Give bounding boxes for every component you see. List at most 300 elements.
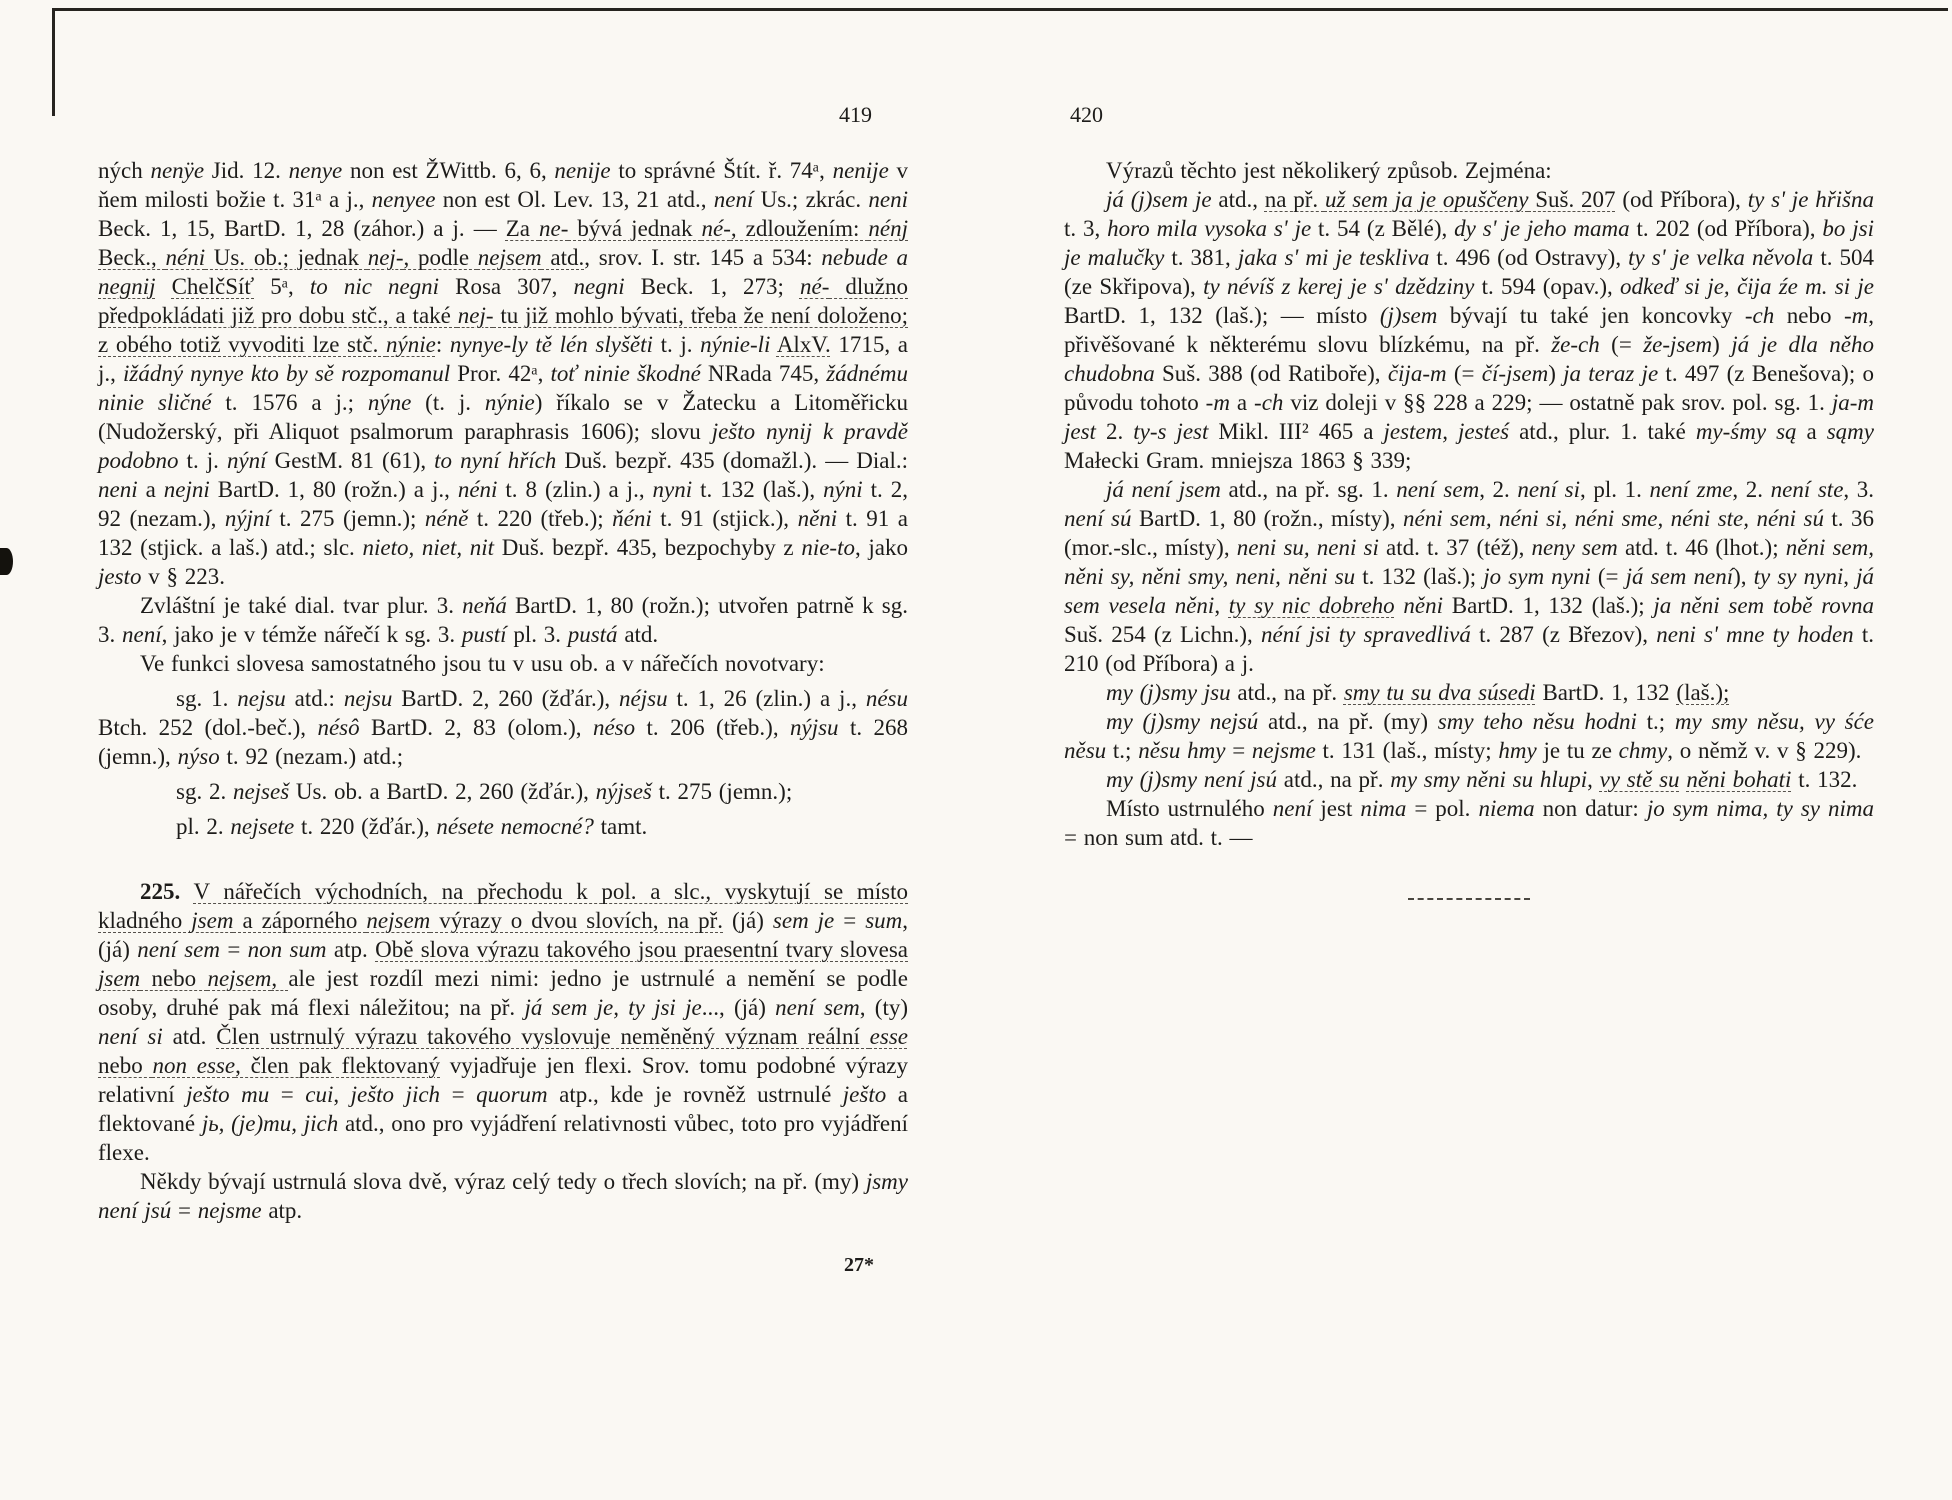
text-segment: t. 1, 26 (zlin.) a j., [667, 686, 866, 711]
text-segment: ..., (já) [701, 995, 776, 1020]
text-segment: (j)sem [1379, 303, 1438, 328]
text-segment: ješto nynij k pravdě podobno [98, 419, 908, 473]
text-segment: 2. [1095, 419, 1134, 444]
text-segment: atd. t. 46 (lhot.); [1617, 535, 1786, 560]
text-segment: = [440, 1082, 477, 1107]
text-segment: sg. 2. [176, 779, 233, 804]
text-segment: quorum [476, 1082, 548, 1107]
text-segment: sem je [772, 908, 835, 933]
text-segment: pl. 3. [506, 622, 568, 647]
text-segment: čija-m [1387, 361, 1447, 386]
text-segment: sąmy [1826, 419, 1875, 444]
text-segment: , srov. I. str. 145 a 534: [584, 245, 822, 270]
text-segment: něsu hmy [1138, 738, 1226, 763]
text-segment: atd.: [285, 686, 344, 711]
text-segment: non est ŽWittb. 6, 6, [342, 158, 555, 183]
text-segment: atd., na př. [1230, 680, 1344, 705]
text-segment: ale jest rozdíl mezi nimi: jedno je ustrnulé a nemění se podle osoby, druhé pak má flexi náležitou; na př. [98, 966, 908, 1020]
text-segment: Btch. 252 (dol.-beč.), [98, 715, 318, 740]
text-segment: já je dla něho chudobna [1064, 332, 1874, 386]
text-segment: (od Příbora), [1615, 187, 1748, 212]
text-segment: Člen ustrnulý výrazu takového vyslovuje neměněný význam reální [216, 1024, 870, 1049]
text-segment: , podle [403, 245, 478, 270]
text-segment: atd. [162, 1024, 217, 1049]
text-segment: (já) [723, 908, 773, 933]
text-segment: Beck., [98, 245, 166, 270]
text-segment: cui [305, 1082, 334, 1107]
text-segment: t.; [1636, 709, 1675, 734]
text-segment: neni [868, 187, 908, 212]
text-segment: nýnie [484, 390, 535, 415]
text-segment: dy s' je jeho mama [1454, 216, 1630, 241]
text-segment: nejsu [343, 686, 393, 711]
text-segment: my (j)smy nejsú [1106, 709, 1259, 734]
text-segment: , o němž v. v § 229). [1667, 738, 1862, 763]
text-segment: nénj [868, 216, 908, 241]
text-segment: , 2. [1732, 477, 1771, 502]
text-segment: t. 381, [1164, 245, 1238, 270]
text-segment: = [171, 1198, 198, 1223]
text-segment: žádnému ninie sličné [98, 361, 908, 415]
text-segment: hmy [1498, 738, 1537, 763]
text-segment: t. 268 (jemn.), [98, 715, 908, 769]
text-segment: tu již mohlo bývati, třeba že není doloženo; z obého totiž vyvoditi lze stč. [98, 303, 909, 357]
text-segment: (= [1590, 564, 1626, 589]
text-segment: neni [98, 477, 138, 502]
text-segment: GestM. 81 (61), [266, 448, 435, 473]
paragraph [98, 877, 908, 1167]
text-segment: něni [797, 506, 838, 531]
text-segment: neny sem [1531, 535, 1618, 560]
text-segment: nie-to [801, 535, 855, 560]
page-right-text [1064, 156, 1874, 852]
paragraph [1064, 765, 1874, 794]
text-segment: atd. [617, 622, 659, 647]
text-segment: to nyní hřích [434, 448, 557, 473]
text-segment: (= [1599, 332, 1644, 357]
text-segment: sum [865, 908, 903, 933]
text-segment: , (já) [98, 908, 909, 962]
text-segment: t. 275 (jemn.); [651, 779, 793, 804]
paragraph [98, 591, 908, 649]
text-segment: jesto [98, 564, 142, 589]
text-segment: , [333, 1082, 351, 1107]
text-segment: , 3. [1843, 477, 1875, 502]
text-segment: že-ch [1551, 332, 1600, 357]
text-segment: ješto jich [350, 1082, 441, 1107]
text-segment: pl. 2. [176, 814, 231, 839]
text-segment: t. 275 (jemn.); [270, 506, 425, 531]
text-segment: BartD. 1, 80 (rožn.); utvořen patrně k sg. 3. [98, 593, 909, 647]
text-segment: t.; [1106, 738, 1139, 763]
text-segment: není sem [775, 995, 860, 1020]
section-end-rule [1408, 898, 1530, 900]
text-segment: nenyee [371, 187, 436, 212]
text-segment: né- [701, 216, 731, 241]
text-segment: Us. ob.; jednak [205, 245, 368, 270]
text-segment: BartD. 1, 132 (laš.); — místo [1064, 303, 1380, 328]
text-segment: ižádný nynye kto by sě rozpomanul [122, 361, 451, 386]
text-segment: nenije [554, 158, 611, 183]
text-segment: já sem je, ty jsi je [524, 995, 702, 1020]
text-segment: není [1272, 796, 1313, 821]
text-segment: non est Ol. Lev. 13, 21 atd., [435, 187, 714, 212]
text-segment: vyjadřuje jen flexi. Srov. tomu podobné výrazy relativní [98, 1053, 909, 1107]
text-segment: Výrazů těchto jest několikerý způsob. Zejména: [1106, 158, 1552, 183]
text-segment: t. 206 (třeb.), [635, 715, 790, 740]
text-segment: vy stě su [1599, 767, 1680, 792]
text-segment: t. 2, 92 (nezam.), [98, 477, 909, 531]
text-segment: něni [1394, 593, 1444, 618]
text-segment: nenÿe [150, 158, 205, 183]
text-segment: smy tu su dva súsedi [1343, 680, 1536, 705]
text-segment: AlxV. [776, 332, 831, 357]
text-segment: , 2. [1479, 477, 1518, 502]
text-segment: t. 8 (zlin.) a j., [497, 477, 653, 502]
text-segment: nebude a [821, 245, 908, 270]
text-segment: , [271, 966, 289, 991]
text-segment: neňá [462, 593, 507, 618]
text-segment: BartD. 2, 260 (žďár.), [392, 686, 620, 711]
text-segment: = [219, 937, 248, 962]
text-segment: nýni [823, 477, 863, 502]
paragraph [1064, 794, 1874, 852]
text-segment: néso [592, 715, 636, 740]
text-segment: atd., na př. (my) [1258, 709, 1438, 734]
text-segment: atd. t. 37 (též), [1378, 535, 1532, 560]
text-segment: Někdy bývají ustrnulá slova dvě, výraz celý tedy o třech slovích; na př. (my) [140, 1169, 866, 1194]
text-segment: , [1843, 564, 1857, 589]
text-segment: negni [573, 274, 625, 299]
text-segment: t. 91 a 132 (stjick. a laš.) atd.; slc. [98, 506, 909, 560]
text-segment: BartD. 1, 132 [1535, 680, 1677, 705]
text-segment: 5ᵃ, [254, 274, 310, 299]
text-segment: jo sym nima, ty sy nima [1646, 796, 1874, 821]
text-segment: (= [1446, 361, 1482, 386]
paragraph [98, 1167, 908, 1225]
text-segment: t. 92 (nezam.) atd.; [219, 744, 404, 769]
text-segment: není si [1517, 477, 1580, 502]
text-segment: nýjsu [789, 715, 839, 740]
paragraph [98, 684, 908, 771]
text-segment: není [713, 187, 754, 212]
text-segment: ty sy nyni [1753, 564, 1844, 589]
text-segment: nebo [98, 1053, 153, 1078]
text-segment: atd., na př. [1277, 767, 1391, 792]
text-segment: BartD. 2, 83 (olom.), [359, 715, 593, 740]
text-segment: nej- [457, 303, 494, 328]
text-segment: néni sem, néni si, néni sme, néni ste, néni sú [1403, 506, 1824, 531]
text-segment: nésu [865, 686, 909, 711]
text-segment: dlužno předpokládati již pro dobu stč., a také [98, 274, 909, 328]
text-segment: atp. [326, 937, 376, 962]
text-segment: výrazy o dvou slovích, na př. [430, 908, 724, 933]
text-segment: -m [1843, 303, 1869, 328]
page-number-left: 419 [839, 102, 872, 127]
text-segment: BartD. 1, 80 (rožn.) a j., [209, 477, 458, 502]
page-left-text [98, 156, 908, 1225]
text-segment: 225. [140, 879, 181, 904]
text-segment: Beck. 1, 15, BartD. 1, 28 (záhor.) a j. — [98, 216, 506, 241]
text-segment: t. j. [652, 332, 701, 357]
text-segment: nýnie [386, 332, 436, 357]
text-segment: Ve funkci slovesa samostatného jsou tu v usu ob. a v nářečích novotvary: [140, 651, 825, 676]
text-segment: a [1229, 390, 1255, 415]
text-segment: nima [1360, 796, 1407, 821]
text-segment: v § 223. [141, 564, 225, 589]
text-segment: my (j)smy není jsú [1106, 767, 1277, 792]
text-segment: Beck. 1, 273; [624, 274, 800, 299]
text-segment: jestem, jesteś [1383, 419, 1510, 444]
text-segment: viz doleji v §§ 228 a 229; — ostatně pak srov. pol. sg. 1. [1283, 390, 1832, 415]
text-segment: Pror. 42ᵃ, [450, 361, 551, 386]
text-segment: t. 131 (laš., místy; [1315, 738, 1499, 763]
text-segment: něni bohati [1686, 767, 1792, 792]
text-segment: Suš. 388 (od Ratiboře), [1154, 361, 1388, 386]
text-segment: ) říkalo se v Žatecku a Litoměřicku (Nudožerský, při Aliquot psalmorum paraphrasis 1606); slovu [98, 390, 908, 444]
text-segment: Obě slova výrazu takového jsou praesentní tvary slovesa [375, 937, 909, 962]
text-segment: nebo [140, 966, 208, 991]
text-segment: není si [98, 1024, 163, 1049]
text-segment: nésete nemocné? [436, 814, 594, 839]
text-segment: bývají tu také jen koncovky [1437, 303, 1745, 328]
text-segment: , jako [854, 535, 908, 560]
text-segment: ja něni sem tobě rovna [1653, 593, 1875, 618]
text-segment: Místo ustrnulého [1106, 796, 1273, 821]
text-segment: -m [1205, 390, 1230, 415]
text-segment: odkeď si je, čija źe m. si je [1620, 274, 1874, 299]
text-segment: něni sem, něni sy, něni smy, neni, něni su [1064, 535, 1874, 589]
text-segment: nieto, niet, nit [362, 535, 495, 560]
text-segment: non datur: [1534, 796, 1647, 821]
text-segment: Suš. 207 [1528, 187, 1616, 212]
text-segment: BartD. 1, 132 (laš.); [1443, 593, 1654, 618]
text-segment: , (ty) [859, 995, 909, 1020]
page-right [1064, 0, 1874, 900]
text-segment: a [1796, 419, 1827, 444]
text-segment: pustá [567, 622, 618, 647]
text-segment: nejni [163, 477, 210, 502]
text-segment: , [1214, 593, 1229, 618]
text-segment: nésô [317, 715, 360, 740]
text-segment: a záporného [233, 908, 367, 933]
text-segment: to nic negni [309, 274, 440, 299]
text-segment: t. j. [178, 448, 227, 473]
text-segment: Jid. 12. [204, 158, 289, 183]
text-segment: ty-s jest [1133, 419, 1209, 444]
text-segment: t. 132 (laš.), [692, 477, 824, 502]
text-segment: pustí [461, 622, 507, 647]
text-segment: néně [424, 506, 469, 531]
text-segment: nýne [367, 390, 412, 415]
text-segment: nejsme [197, 1198, 262, 1223]
text-segment: toť ninie škodné [550, 361, 701, 386]
text-segment: nejsem [207, 966, 272, 991]
text-segment: ňéni [612, 506, 652, 531]
text-segment: na př. [1264, 187, 1325, 212]
text-segment: tamt. [593, 814, 648, 839]
text-segment: , člen pak flektovaný [235, 1053, 441, 1078]
text-segment: ješto mu [186, 1082, 270, 1107]
text-segment: t. 210 (od Příbora) a j. [1064, 622, 1875, 676]
paragraph [1064, 156, 1874, 185]
text-segment: 1715, a j., [98, 332, 908, 386]
text-segment: NRada 745, [700, 361, 827, 386]
text-segment: jest [1312, 796, 1361, 821]
text-segment: není [122, 622, 162, 647]
text-segment: jo sym nyni [1483, 564, 1591, 589]
text-segment: nyni [652, 477, 693, 502]
text-segment: t. 497 (z Benešova); o původu tohoto [1064, 361, 1874, 415]
text-segment: non sum [247, 937, 327, 962]
text-segment: ty s' je velka něvola [1628, 245, 1814, 270]
text-segment: jsem [191, 908, 234, 933]
text-segment: nebo [1774, 303, 1844, 328]
text-segment: ) [1548, 361, 1564, 386]
text-segment: ja teraz je [1563, 361, 1659, 386]
text-segment: chmy [1618, 738, 1668, 763]
text-segment: neni s' mne ty hoden [1656, 622, 1854, 647]
text-segment: není sú [1064, 506, 1132, 531]
text-segment: -ch [1254, 390, 1284, 415]
text-segment: není zme [1649, 477, 1733, 502]
text-segment: néni [165, 245, 206, 270]
text-segment: = [834, 908, 866, 933]
text-segment: né- [799, 274, 830, 299]
text-segment: Us.; zkrác. [753, 187, 869, 212]
text-segment: nenije [832, 158, 889, 183]
text-segment: bývá jednak [568, 216, 702, 241]
text-segment: ChelčSíť [171, 274, 255, 299]
text-segment: : [435, 332, 450, 357]
paragraph [98, 649, 908, 678]
text-segment: niema [1478, 796, 1535, 821]
text-segment: t. 202 (od Příbora), [1629, 216, 1823, 241]
text-segment: atd., plur. 1. také [1509, 419, 1696, 444]
text-segment: Rosa 307, [439, 274, 574, 299]
text-segment: t. 36 (mor.-slc., místy), [1064, 506, 1874, 560]
text-segment: t. 496 (od Ostravy), [1429, 245, 1629, 270]
text-segment: t. 220 (třeb.); [468, 506, 613, 531]
text-segment: Duš. bezpř. 435, bezpochyby z [494, 535, 802, 560]
text-segment: a flektované [98, 1082, 908, 1136]
text-segment: je tu ze [1536, 738, 1619, 763]
text-segment: ty sy nic dobreho [1228, 593, 1395, 618]
text-segment: , jako je v témže nářečí k sg. 3. [161, 622, 462, 647]
text-segment: nejsme [1251, 738, 1316, 763]
text-segment: já sem není [1625, 564, 1734, 589]
text-segment: atd. [541, 245, 585, 270]
text-segment: jsem [98, 966, 141, 991]
text-segment: v ňem milosti božie t. 31ᵃ a j., [98, 158, 909, 212]
text-segment: ty s' je hřišna [1747, 187, 1874, 212]
text-segment: t. 132 (laš.); [1355, 564, 1484, 589]
text-segment: ješto [842, 1082, 887, 1107]
text-segment: = non sum atd. t. — [1064, 825, 1253, 850]
text-segment: t. 91 (stjick.), [651, 506, 798, 531]
text-segment: t. 594 (opav.), [1474, 274, 1621, 299]
text-segment: neni su, neni si [1236, 535, 1379, 560]
text-segment: není sem [137, 937, 220, 962]
page-number-right: 420 [1070, 102, 1103, 127]
text-segment: = [1225, 738, 1252, 763]
text-segment: ty névíš z kerej je s' dzědziny [1203, 274, 1475, 299]
text-segment: atd., ono pro vyjádření relativnosti vůbec, toto pro vyjádření flexe. [98, 1111, 909, 1165]
text-segment: já sem vesela něni [1064, 564, 1874, 618]
text-segment: ) [1712, 332, 1732, 357]
text-segment: my-śmy są [1695, 419, 1797, 444]
text-segment: t. 287 (z Březov), [1470, 622, 1657, 647]
text-segment: horo mila vysoka s' je [1107, 216, 1312, 241]
text-segment: sg. 1. [176, 686, 238, 711]
text-segment: (laš.); [1676, 680, 1730, 705]
text-segment: že-jsem [1643, 332, 1713, 357]
text-segment: nejsem [366, 908, 431, 933]
text-segment: nýnie-li [700, 332, 771, 357]
text-segment: a [137, 477, 164, 502]
paragraph [98, 156, 908, 591]
text-segment: , zdloužením: [730, 216, 869, 241]
text-segment: = [269, 1082, 306, 1107]
text-segment: nynye-ly tě lén slyšěti [449, 332, 653, 357]
signature-mark: 27* [844, 1254, 874, 1276]
text-segment: čí-jsem [1481, 361, 1549, 386]
text-segment: Za [505, 216, 540, 241]
paragraph [1064, 678, 1874, 707]
text-segment: BartD. 1, 80 (rožn., místy), [1131, 506, 1403, 531]
text-segment: nejsu [237, 686, 286, 711]
text-segment: nejseš [232, 779, 290, 804]
text-segment: t. 504 (ze Skřipova), [1064, 245, 1875, 299]
text-segment: , [1587, 767, 1600, 792]
text-segment: není sem [1396, 477, 1480, 502]
text-segment: = pol. [1406, 796, 1479, 821]
text-segment: , přivěšované k některému slovu blízkému, na př. [1064, 303, 1874, 357]
text-segment: esse [869, 1024, 908, 1049]
text-segment: smy teho něsu hodni [1437, 709, 1637, 734]
text-segment: nýjseš [595, 779, 652, 804]
text-segment: už sem ja je opuščeny [1324, 187, 1529, 212]
text-segment: já není jsem [1106, 477, 1221, 502]
text-segment: atd., na př. sg. 1. [1220, 477, 1397, 502]
page-left [98, 0, 908, 1280]
paragraph [98, 777, 908, 806]
text-segment: Suš. 254 (z Lichn.), [1064, 622, 1261, 647]
text-segment: t. 132. [1791, 767, 1858, 792]
text-segment: t. 3, [1064, 216, 1108, 241]
text-segment: V nářečích východních, na přechodu k pol. a slc., vyskytují se místo kladného [98, 879, 908, 933]
text-segment: nýní [226, 448, 267, 473]
paragraph [98, 812, 908, 841]
text-segment: není ste [1770, 477, 1844, 502]
text-segment: -ch [1744, 303, 1775, 328]
text-segment: ne- [539, 216, 569, 241]
text-segment: jь, (je)mu, jich [201, 1111, 339, 1136]
text-segment: atd., [1211, 187, 1265, 212]
paragraph [1064, 185, 1874, 475]
scan-artifact-ink-mark [0, 548, 13, 575]
text-segment: nejsem [477, 245, 542, 270]
scan-artifact-left-line [52, 8, 55, 116]
paragraph [1064, 707, 1874, 765]
text-segment: t. 1576 a j.; [211, 390, 368, 415]
text-segment: non esse [152, 1053, 236, 1078]
text-segment: ja-m jest [1064, 390, 1875, 444]
text-segment: my smy něsu, vy śće něsu [1064, 709, 1874, 763]
text-segment: ), [1733, 564, 1754, 589]
text-segment [156, 274, 172, 299]
text-segment: Us. ob. a BartD. 2, 260 (žďár.), [289, 779, 596, 804]
